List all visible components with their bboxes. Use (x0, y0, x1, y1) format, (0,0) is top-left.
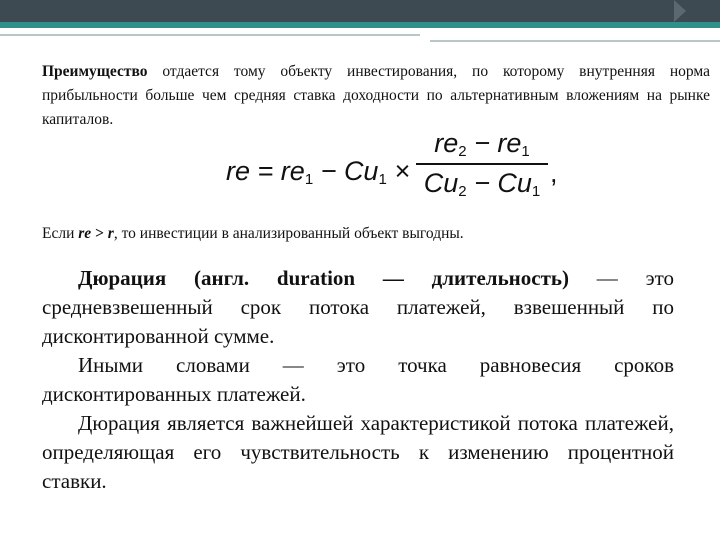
formula-sub: 2 (458, 143, 467, 160)
formula-times: × (386, 156, 411, 186)
formula-denominator (416, 168, 548, 200)
formula-var-re: re (226, 156, 251, 186)
fraction-bar (416, 163, 548, 165)
duration-section (42, 264, 674, 496)
formula-fraction (416, 128, 548, 200)
formula-left-side (226, 156, 410, 188)
slide-header-bar (0, 0, 720, 22)
irr-formula (226, 126, 556, 218)
condition-lead: Если (42, 225, 79, 242)
formula-minus: − (313, 156, 344, 186)
condition-var-re: re (78, 225, 92, 242)
duration-restatement: Иными словами — это точка равновесия сроков дисконтированных платежей. (42, 353, 674, 406)
duration-definition-text: — это средневзвешенный срок потока платежей, взвешенный по дисконтированной сумме. (42, 266, 674, 348)
condition-line (42, 222, 702, 246)
condition-op: > (91, 225, 108, 242)
header-rule-right (430, 40, 720, 42)
advantage-term: Преимущество (42, 63, 148, 80)
header-arrow-icon (674, 0, 686, 22)
formula-op: − (466, 128, 498, 158)
duration-definition (42, 264, 674, 351)
formula-var: re (434, 128, 459, 158)
header-rule-left (0, 34, 420, 36)
formula-sub: 1 (521, 143, 530, 160)
formula-equals: = (250, 156, 281, 186)
slide-accent-stripe (0, 22, 720, 28)
formula-var: Cu (497, 168, 532, 198)
formula-numerator (416, 128, 548, 160)
investment-paragraph (10, 60, 710, 132)
formula-op: − (466, 168, 498, 198)
duration-term: Дюрация (англ. duration — длительность) (78, 266, 570, 290)
duration-importance: Дюрация является важнейшей характеристикой потока платежей, определяющая его чувствительность к изменению процентной ставки. (42, 411, 674, 493)
formula-sub: 1 (531, 183, 541, 200)
formula-comma: , (550, 158, 558, 188)
formula-sub: 2 (458, 183, 467, 200)
formula-var-cu1: Cu (343, 156, 379, 186)
formula-sub: 1 (304, 171, 314, 188)
formula-var-re1: re (280, 156, 305, 186)
condition-rest: , то инвестиции в анализированный объект выгодны. (113, 225, 464, 242)
advantage-text: отдается тому объекту инвестирования, по которому внутренняя норма прибыльности больше чем средняя ставка доходности по альтернативным вложениям на рынке капиталов. (42, 63, 710, 128)
formula-var: Cu (423, 168, 459, 198)
condition-var-r: r (107, 225, 114, 242)
formula-var: re (497, 128, 522, 158)
formula-sub: 1 (378, 171, 387, 188)
